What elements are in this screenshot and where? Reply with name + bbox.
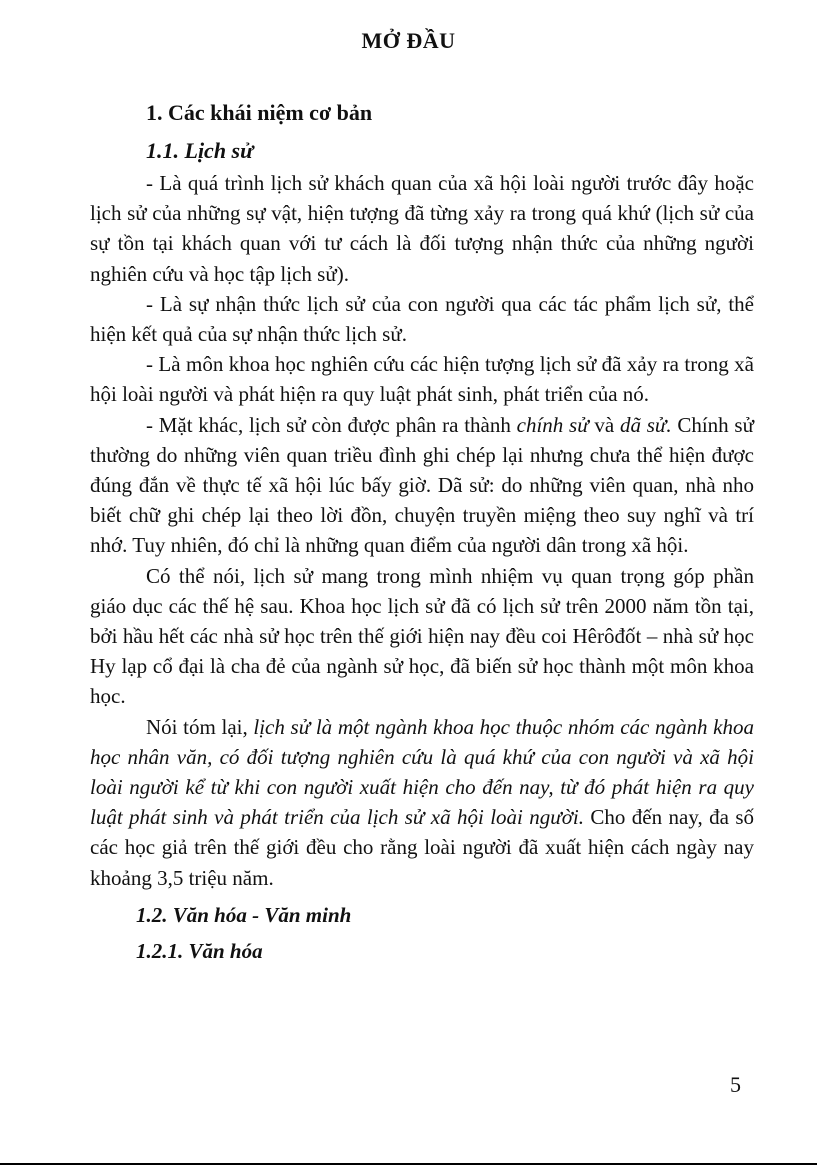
page-bottom-divider: [0, 1163, 817, 1165]
text-run: và: [588, 412, 620, 437]
paragraph-history-definition-2: - Là sự nhận thức lịch sử của con người qua các tác phẩm lịch sử, thể hiện kết quả của sự nhận thức lịch sử.: [90, 291, 754, 347]
emphasis-official-history: chính sử: [516, 412, 589, 437]
subsection-heading-history: 1.1. Lịch sử: [146, 138, 254, 163]
emphasis-folk-history: dã sử.: [619, 412, 672, 437]
text-run: - Mặt khác, lịch sử còn được phân ra thành: [146, 412, 517, 437]
paragraph-history-role: Có thể nói, lịch sử mang trong mình nhiệm vụ quan trọng góp phần giáo dục các thế hệ sau. Khoa học lịch sử đã có lịch sử trên 2000 năm tồn tại, bởi hầu hết các nhà sử học trên thế giới hiện nay đều coi Hêrôđốt – nhà sử học Hy lạp cổ đại là cha đẻ của ngành sử học, đã biến sử học thành một môn khoa học.: [90, 563, 754, 709]
section-heading: 1. Các khái niệm cơ bản: [146, 100, 373, 125]
paragraph-history-definition-3: - Là môn khoa học nghiên cứu các hiện tượng lịch sử đã xảy ra trong xã hội loài người và phát hiện ra quy luật phát sinh, phát triển của nó.: [90, 352, 754, 407]
paragraph-summary: [90, 712, 754, 893]
paragraph-history-definition-1: - Là quá trình lịch sử khách quan của xã hội loài người trước đây hoặc lịch sử của những sự vật, hiện tượng đã từng xảy ra trong quá khứ (lịch sử của sự tồn tại khách quan với tư cách là đối tượng nhận thức của những người nghiên cứu và học tập lịch sử).: [90, 171, 754, 286]
text-run: Cho đến nay, đa số các học giả trên thế giới đều cho rằng loài người đã xuất hiện cách ngày nay khoảng 3,5 triệu năm.: [90, 805, 754, 890]
text-run: Nói tóm lại,: [146, 714, 254, 739]
page-body: [90, 96, 754, 969]
paragraph-official-folk-history: [90, 410, 754, 561]
emphasis-definition: lịch sử là một ngành khoa học thuộc nhóm các ngành khoa học nhân văn, có đối tượng nghiên cứu là quá khứ của con người và xã hội loài người kể từ khi con người xuất hiện cho đến nay, từ đó phát hiện ra quy luật phát sinh và phát triển của lịch sử xã hội loài người.: [90, 714, 754, 830]
subsection-heading-culture-civilization: 1.2. Văn hóa - Văn minh: [136, 902, 352, 927]
text-run: Chính sử thường do những viên quan triều đình ghi chép lại nhưng chưa thể hiện được đúng đắn về thực tế xã hội lúc bấy giờ. Dã sử: do những viên quan, nhà nho biết chữ ghi chép lại theo lời đồn, chuyện truyền miệng theo suy nghĩ và trí nhớ. Tuy nhiên, đó chỉ là những quan điểm của người dân trong xã hội.: [90, 412, 754, 558]
subsubsection-heading-culture: 1.2.1. Văn hóa: [136, 938, 263, 963]
page-number: 5: [730, 1072, 741, 1097]
chapter-title: MỞ ĐẦU: [361, 28, 456, 53]
